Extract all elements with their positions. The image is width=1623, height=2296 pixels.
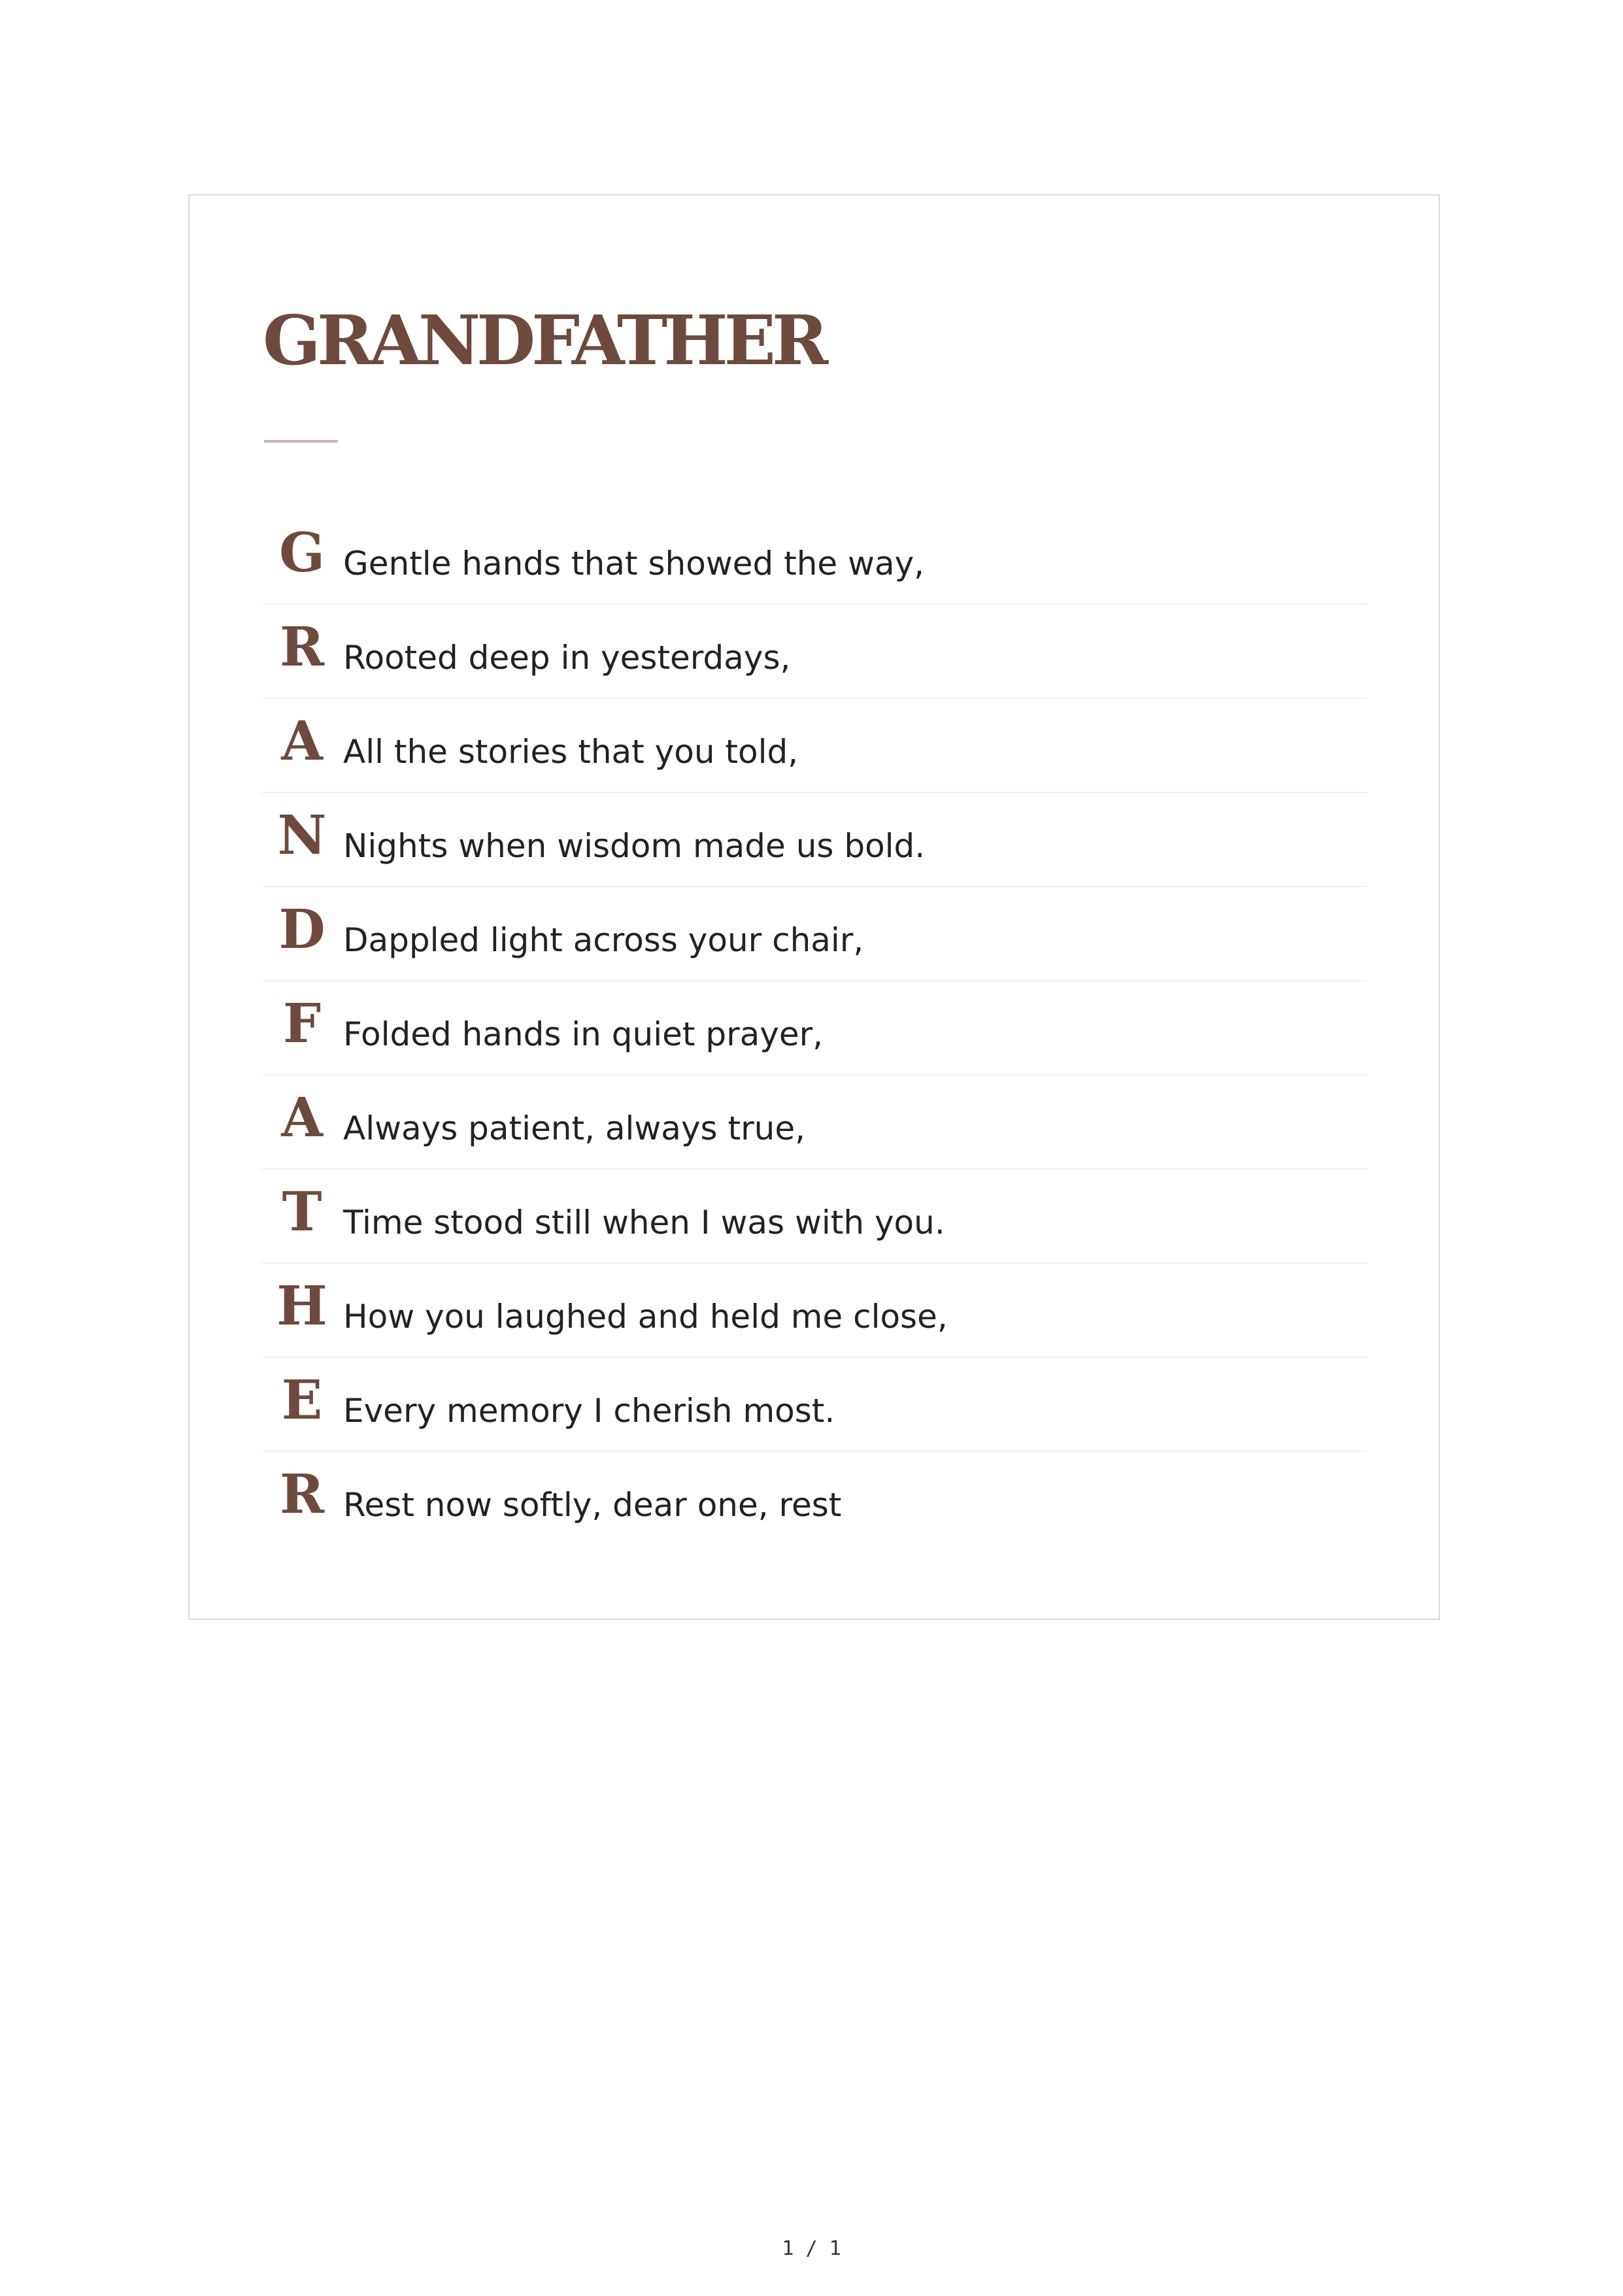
- initial-letter: T: [282, 1181, 322, 1243]
- initial-letter: R: [279, 616, 325, 679]
- initial-letter: A: [281, 710, 323, 773]
- acrostic-line: [263, 699, 1367, 793]
- acrostic-line: [263, 793, 1367, 887]
- acrostic-line: [263, 1264, 1367, 1358]
- poem-title: GRANDFATHER: [263, 300, 825, 380]
- acrostic-line: [263, 511, 1367, 605]
- initial-letter: D: [278, 898, 326, 961]
- line-text: Always patient, always true,: [343, 1109, 805, 1147]
- line-text: Rooted deep in yesterdays,: [343, 639, 791, 677]
- acrostic-line: [263, 1452, 1367, 1546]
- poem-card: [188, 194, 1440, 1620]
- acrostic-line: [263, 1358, 1367, 1452]
- acrostic-line: [263, 1170, 1367, 1264]
- initial-letter: F: [282, 992, 322, 1055]
- line-text: Dappled light across your chair,: [343, 921, 864, 959]
- line-text: How you laughed and held me close,: [343, 1298, 948, 1336]
- line-text: Every memory I cherish most.: [343, 1392, 835, 1430]
- line-text: Folded hands in quiet prayer,: [343, 1015, 824, 1053]
- title-divider: [264, 440, 338, 443]
- initial-letter: G: [278, 522, 326, 584]
- line-text: Time stood still when I was with you.: [343, 1204, 945, 1241]
- initial-letter: R: [279, 1463, 325, 1526]
- acrostic-line: [263, 1075, 1367, 1170]
- acrostic-line: [263, 887, 1367, 981]
- initial-letter: A: [281, 1087, 323, 1149]
- page-number: 1 / 1: [782, 2237, 841, 2260]
- initial-letter: N: [277, 804, 327, 867]
- acrostic-line: [263, 605, 1367, 699]
- line-text: Nights when wisdom made us bold.: [343, 827, 926, 865]
- acrostic-line: [263, 981, 1367, 1075]
- line-text: Rest now softly, dear one, rest: [343, 1486, 842, 1524]
- line-text: All the stories that you told,: [343, 733, 799, 771]
- initial-letter: E: [281, 1369, 323, 1432]
- acrostic-lines: [263, 511, 1367, 1546]
- initial-letter: H: [276, 1275, 327, 1338]
- line-text: Gentle hands that showed the way,: [343, 545, 925, 582]
